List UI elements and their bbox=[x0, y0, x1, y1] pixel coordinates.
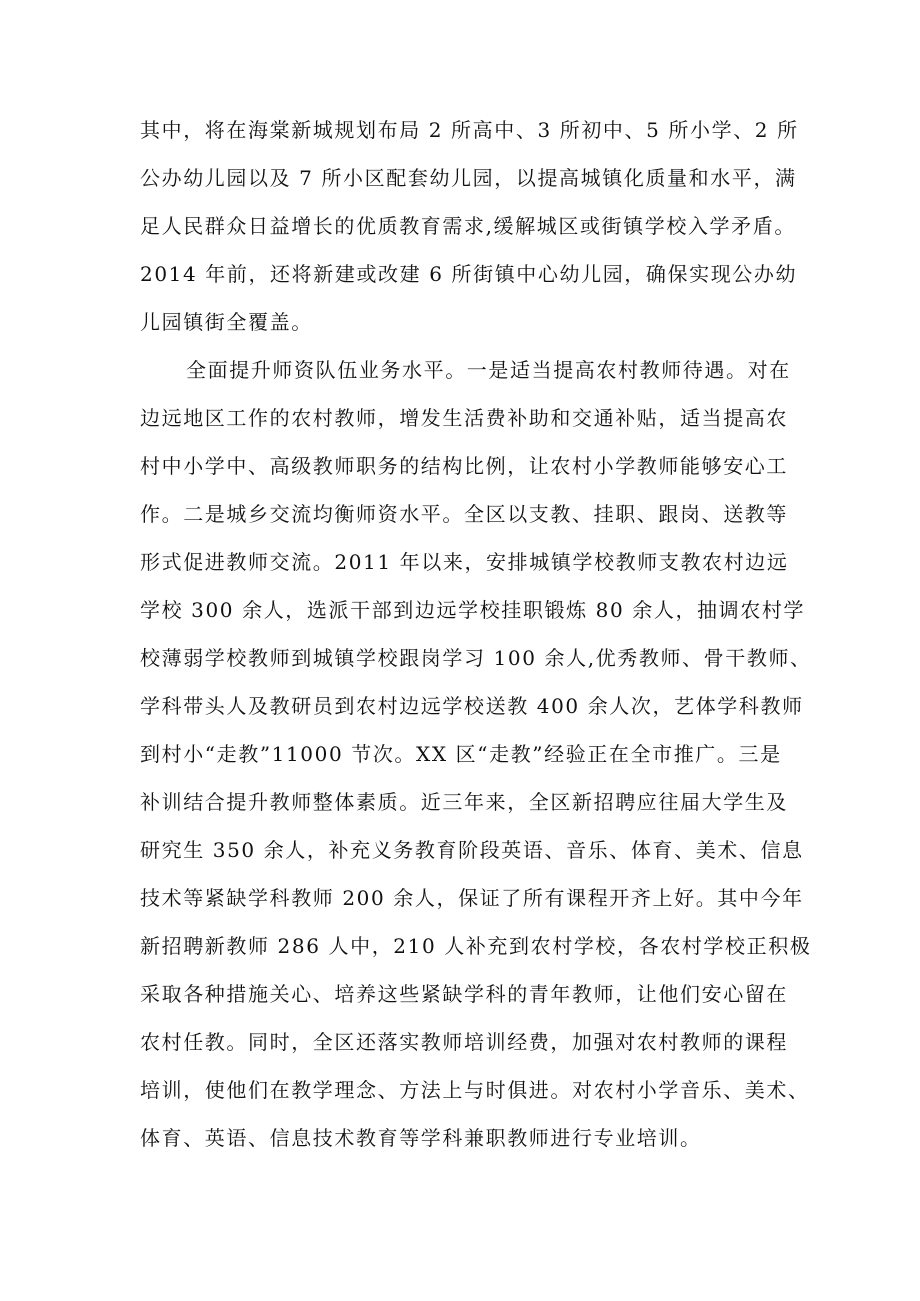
paragraph-1-line-4: 2014 年前，还将新建或改建 6 所街镇中心幼儿园，确保实现公办幼 bbox=[140, 262, 798, 286]
paragraph-2-line-17: 体育、英语、信息技术教育等学科兼职教师进行专业培训。 bbox=[140, 1126, 702, 1150]
paragraph-1-line-1: 其中，将在海棠新城规划布局 2 所高中、3 所初中、5 所小学、2 所 bbox=[140, 118, 799, 142]
paragraph-2-line-12: 技术等紧缺学科教师 200 余人，保证了所有课程开齐上好。其中今年 bbox=[140, 886, 804, 910]
paragraph-2-line-3: 村中小学中、高级教师职务的结构比例，让农村小学教师能够安心工 bbox=[140, 454, 788, 478]
paragraph-2-line-9: 到村小“走教”11000 节次。XX 区“走教”经验正在全市推广。三是 bbox=[140, 742, 782, 766]
paragraph-2-line-7: 校薄弱学校教师到城镇学校跟岗学习 100 余人,优秀教师、骨干教师、 bbox=[140, 646, 812, 670]
paragraph-2-line-11: 研究生 350 余人，补充义务教育阶段英语、音乐、体育、美术、信息 bbox=[140, 838, 804, 862]
paragraph-1-line-5: 儿园镇街全覆盖。 bbox=[140, 310, 313, 334]
paragraph-2-line-5: 形式促进教师交流。2011 年以来，安排城镇学校教师支教农村边远 bbox=[140, 550, 789, 574]
paragraph-2-line-2: 边远地区工作的农村教师，增发生活费补助和交通补贴，适当提高农 bbox=[140, 406, 788, 430]
paragraph-1-line-2: 公办幼儿园以及 7 所小区配套幼儿园，以提高城镇化质量和水平，满 bbox=[140, 166, 797, 190]
paragraph-2-line-6: 学校 300 余人，选派干部到边远学校挂职锻炼 80 余人，抽调农村学 bbox=[140, 598, 806, 622]
paragraph-2-line-1: 全面提升师资队伍业务水平。一是适当提高农村教师待遇。对在 bbox=[186, 358, 791, 382]
paragraph-2-line-16: 培训，使他们在教学理念、方法上与时俱进。对农村小学音乐、美术、 bbox=[140, 1078, 810, 1102]
paragraph-2-line-10: 补训结合提升教师整体素质。近三年来，全区新招聘应往届大学生及 bbox=[140, 790, 788, 814]
paragraph-2-line-13: 新招聘新教师 286 人中，210 人补充到农村学校，各农村学校正积极 bbox=[140, 934, 812, 958]
paragraph-1-line-3: 足人民群众日益增长的优质教育需求,缓解城区或街镇学校入学矛盾。 bbox=[140, 214, 796, 238]
paragraph-2-line-14: 采取各种措施关心、培养这些紧缺学科的青年教师，让他们安心留在 bbox=[140, 982, 788, 1006]
paragraph-2-line-4: 作。二是城乡交流均衡师资水平。全区以支教、挂职、跟岗、送教等 bbox=[140, 502, 788, 526]
paragraph-2-line-15: 农村任教。同时，全区还落实教师培训经费，加强对农村教师的课程 bbox=[140, 1030, 788, 1054]
paragraph-2-line-8: 学科带头人及教研员到农村边远学校送教 400 余人次，艺体学科教师 bbox=[140, 694, 804, 718]
